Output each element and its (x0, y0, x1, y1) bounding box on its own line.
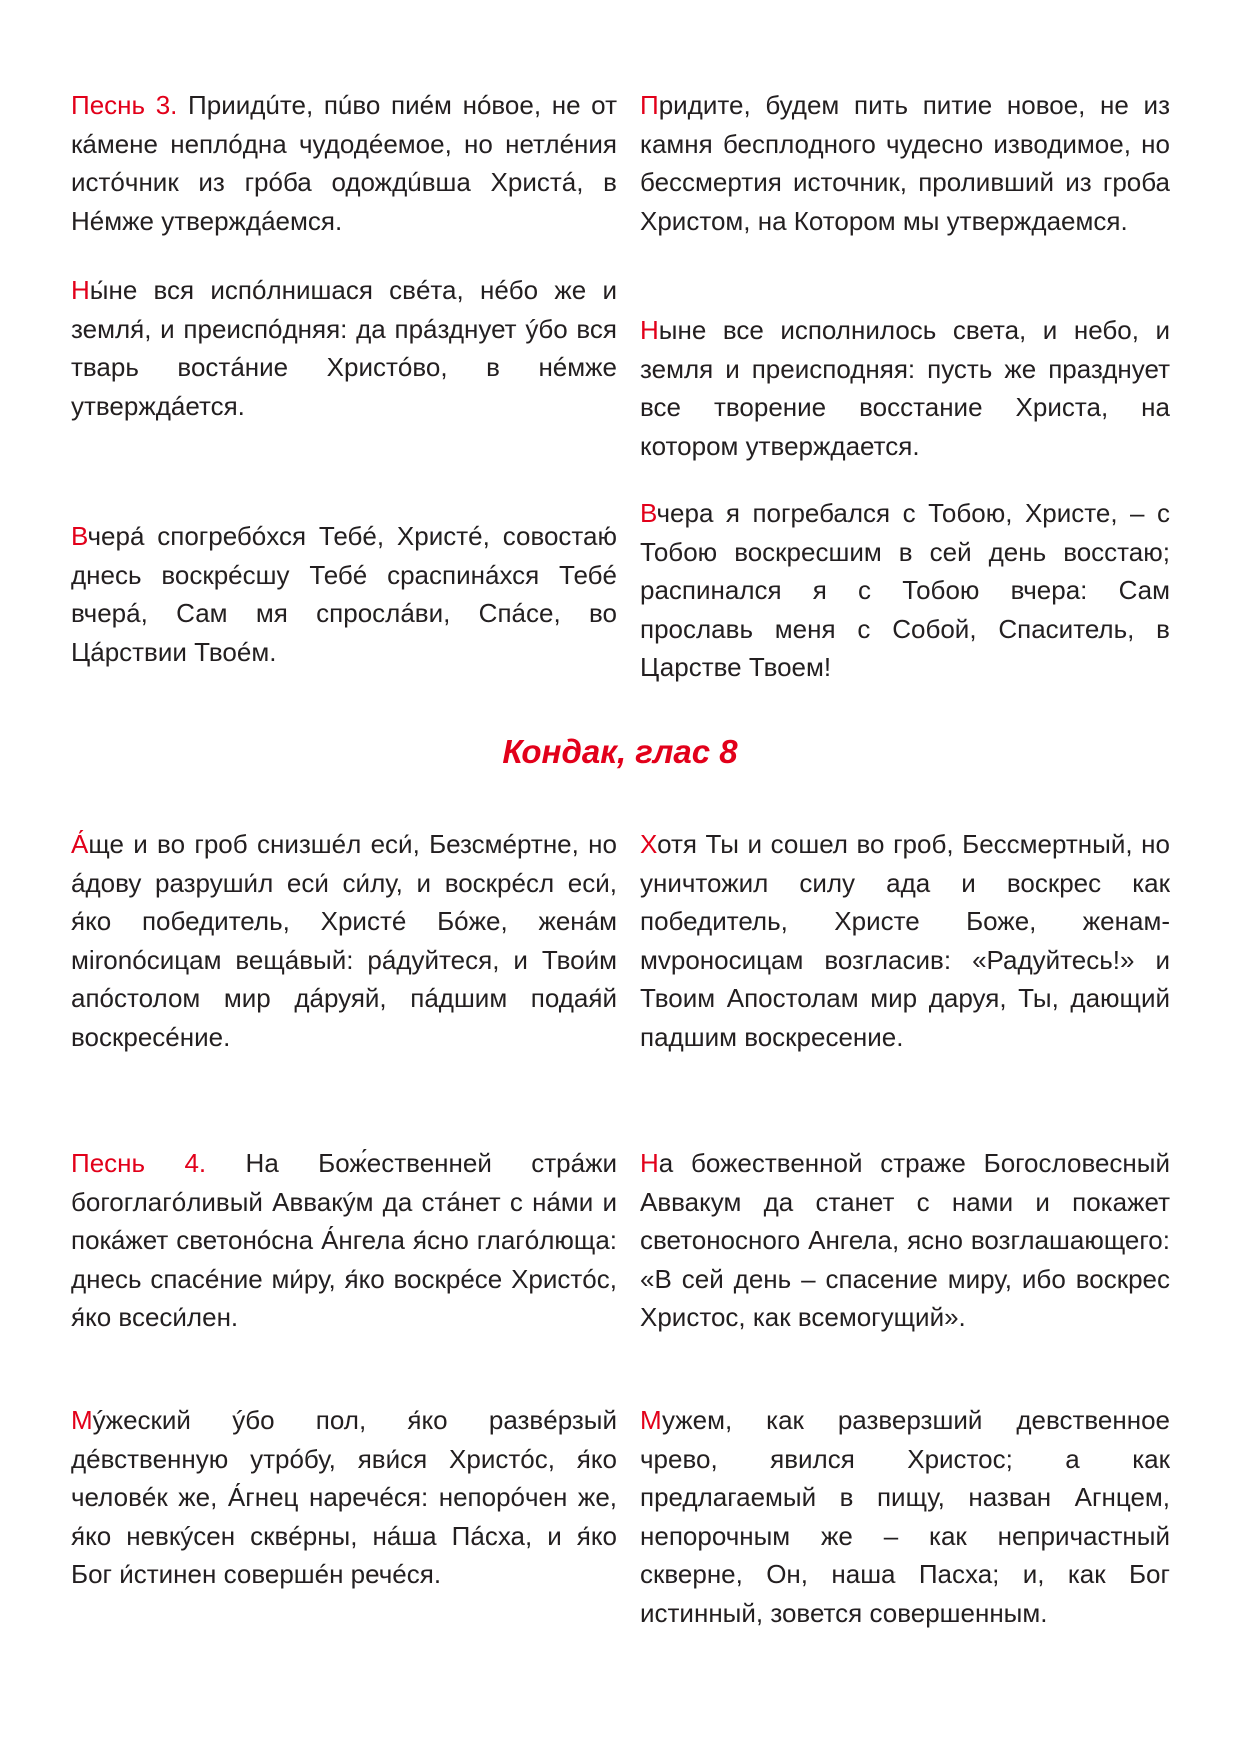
left-paragraph-2 (71, 271, 617, 425)
paragraph-text: чера я погребался с Тобою, Христе, – с Тобою воскресшим в сей день восстаю; распинался я с Тобою вчера: Сам прославь меня с Собой, Спаситель, в Царстве Твоем! (640, 498, 1170, 682)
left-paragraph-3 (71, 517, 617, 671)
initial-letter: В (640, 498, 657, 528)
right-paragraph-4 (640, 825, 1170, 1056)
right-paragraph-3 (640, 494, 1170, 687)
paragraph-text: чера́ спогребóхся Тебé, Христé, совостаю́ днесь воскрéсшу Тебé сраспинáхся Тебé вчерá, Сам мя спрослáви, Спáсе, во Цáрствии Твоéм. (71, 521, 617, 667)
left-paragraph-4 (71, 825, 617, 1056)
initial-letter: М (71, 1405, 93, 1435)
initial-letter: Н (71, 275, 90, 305)
initial-letter: В (71, 521, 88, 551)
right-paragraph-2 (640, 311, 1170, 465)
paragraph-text: отя Ты и сошел во гроб, Бессмертный, но уничтожил силу ада и воскрес как победитель, Христе Боже, женам-мvроносицам возгласив: «Радуйтесь!» и Твоим Апостолам мир даруя, Ты, дающий падшим воскресение. (640, 829, 1170, 1052)
left-paragraph-6 (71, 1401, 617, 1594)
paragraph-text: ще и во гроб снизшéл еси́, Безсмéртне, но áдову разруши́л еси́ си́лу, и воскрéсл еси́, я́ко победитель, Христé Бóже, женáм мironóсицам вещáвый: рáдуйтеся, и Твои́м апóстолом мир дáруяй, пáдшим подая́й воскресéние. (71, 829, 617, 1052)
paragraph-text: На Бож́ественней стрáжи богоглагóливый Аввакýм да стáнет с нáми и покáжет светонóсна А́нгела я́сно глагóлюща: днесь спасéние ми́ру, я́ко воскрéсе Христóс, я́ко всеси́лен. (71, 1148, 617, 1332)
kontakion-heading: Кондак, глас 8 (502, 733, 738, 770)
paragraph-text: ы́не вся испóлнишася свéта, нéбо же и земля́, и преиспóдняя: да прáзднует ýбо вся тварь востáние Христóво, в нéмже утверждáется. (71, 275, 617, 421)
ode-label: Песнь 4. (71, 1148, 207, 1178)
initial-letter: А́ (71, 829, 89, 859)
paragraph-text: Приидúте, пúво пиéм нóвое, не от кáмене неплóдна чудодéемое, но нетлéния истóчник из грóба одождúвша Христá, в Нéмже утверждáемся. (71, 90, 617, 236)
ode-label: Песнь 3. (71, 90, 178, 120)
paragraph-text: ужем, как разверзший девственное чрево, явился Христос; а как предлагаемый в пищу, назван Агнцем, непорочным же – как непричастный скверне, Он, наша Пасха; и, как Бог истинный, зовется совершенным. (640, 1405, 1170, 1628)
paragraph-text: а божественной страже Богословесный Аввакум да станет с нами и покажет светоносного Ангела, ясно возглашающего: «В сей день – спасение миру, ибо воскрес Христос, как всемогущий». (640, 1148, 1170, 1332)
initial-letter: Х (640, 829, 658, 859)
right-paragraph-6 (640, 1401, 1170, 1632)
paragraph-text: ýжеский ýбо пол, я́ко развéрзый дéвственную утрóбу, яви́ся Христóс, я́ко человéк же, А́гнец наречéся: непорóчен же, я́ко невкýсен сквéрны, нáша Пáсха, и я́ко Бог и́стинен совершéн речéся. (71, 1405, 617, 1589)
initial-letter: Н (640, 1148, 659, 1178)
initial-letter: Н (640, 315, 659, 345)
initial-letter: М (640, 1405, 662, 1435)
initial-letter: П (640, 90, 659, 120)
right-paragraph-1 (640, 86, 1170, 240)
left-paragraph-5 (71, 1144, 617, 1337)
paragraph-text: ыне все исполнилось света, и небо, и земля и преисподняя: пусть же празднует все творение восстание Христа, на котором утверждается. (640, 315, 1170, 461)
paragraph-text: ридите, будем пить питие новое, не из камня бесплодного чудесно изводимое, но бессмертия источник, проливший из гроба Христом, на Котором мы утверждаемся. (640, 90, 1170, 236)
right-paragraph-5 (640, 1144, 1170, 1337)
left-paragraph-1 (71, 86, 617, 240)
